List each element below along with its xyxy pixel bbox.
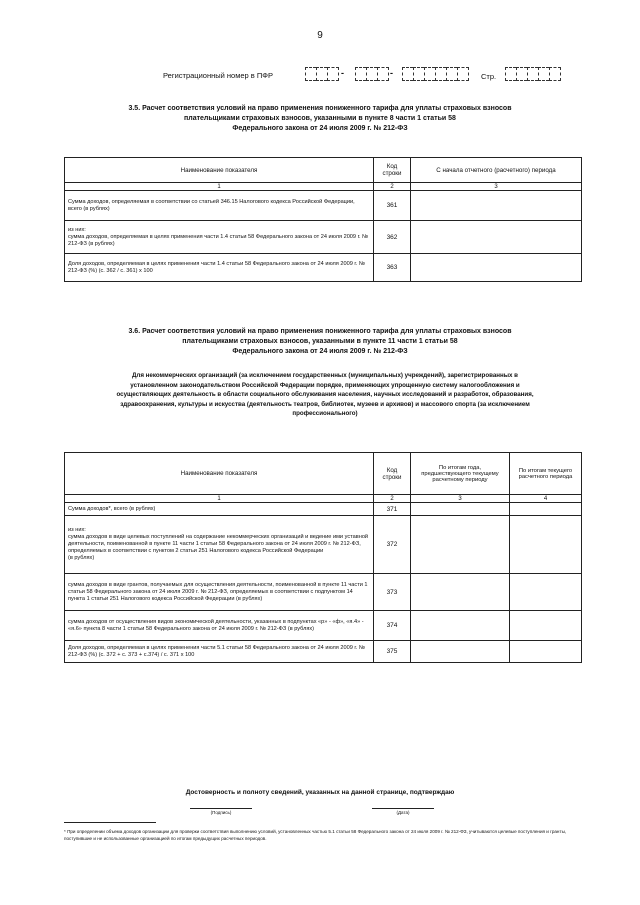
row-label: Сумма доходов*, всего (в рублях) <box>65 503 374 516</box>
value-cell[interactable] <box>411 574 510 611</box>
footnote-divider <box>64 822 156 823</box>
header-indicator: Наименование показателя <box>65 453 374 495</box>
footnote: * При определении объема доходов организации для проверки соответствия выполнению условий, установленных частью 5.1 статьи 58 Федерального закона от 24 июля 2009 г. № 212-ФЗ, учитываются целевые поступления и гранты, поступившие и не использованные организацией по итогам предыдущих расчетных периодов. <box>64 829 567 841</box>
registration-label: Регистрационный номер в ПФР <box>163 71 273 80</box>
row-label: сумма доходов в виде грантов, получаемых для осуществления деятельности, поименованной в пункте 11 части 1 статьи 58 Федерального закона от 24 июля 2009 г. № 212-ФЗ, определяемых в соответствии с подпунктом 14 пункта 1 статьи 251 Налогового кодекса Российской Федерации (в рублях) <box>65 574 374 611</box>
table-row <box>65 221 582 254</box>
section-35-title: 3.5. Расчет соответствия условий на право применения пониженного тарифа для уплаты страховых взносов плательщиками страховых взносов, указанными в пункте 8 части 1 статьи 58 Федерального закона от 24 июля 2009 г. № 212-ФЗ <box>128 105 512 132</box>
section-35-table: Наименование показателя Код строки С начала отчетного (расчетного) периода 1 2 3 Сумма доходов, определяемая в соответствии со статьей 346.15 Налогового кодекса Российской Федерации, всего (в рублях) 361 из них: сумма доходов, определяемая в целях применения части 1.4 статьи 58 Федерального закона от 24 июля 2009 г. № 212-ФЗ (в рублях) 362 Доля доходов, определяемая в целях применения части 1.4 статьи 58 Федерального закона от 24 июля 2009 г. № 212-ФЗ (%) (с. 362 / с. 361) х 100 363 <box>64 157 582 282</box>
header-current-period: По итогам текущего расчетного периода <box>510 453 582 495</box>
table-row <box>65 254 582 282</box>
table-row <box>65 611 582 641</box>
registration-part-1[interactable] <box>305 67 339 81</box>
table-row <box>65 641 582 663</box>
value-cell[interactable] <box>510 516 582 574</box>
row-label: из них: сумма доходов в виде целевых поступлений на содержание некоммерческих организаций и ведение ими уставной деятельности, поименованной в пункте 11 части 1 статьи 58 Федерального закона от 24 июля 2009 г. № 212-ФЗ, определяемых в соответствии с пунктом 2 статьи 251 Налогового кодекса Российской Федерации (в рублях) <box>65 516 374 574</box>
value-cell[interactable] <box>510 503 582 516</box>
row-label: Доля доходов, определяемая в целях применения части 5.1 статьи 58 Федерального закона от 24 июля 2009 г. № 212-ФЗ (%) (с. 372 + с. 373 + с.374) / с. 371 х 100 <box>65 641 374 663</box>
row-code: 374 <box>374 611 411 641</box>
row-label: из них: сумма доходов, определяемая в целях применения части 1.4 статьи 58 Федерального закона от 24 июля 2009 г. № 212-ФЗ (в рублях) <box>65 221 374 254</box>
header-period: С начала отчетного (расчетного) периода <box>411 158 582 183</box>
section-36-table: Наименование показателя Код строки По итогам года, предшествующего текущему расчетному периоду По итогам текущего расчетного периода 1 2 3 4 Сумма доходов*, всего (в рублях) 371 из них: сумма доходов в виде целевых поступлений на содержание некоммерческих организаций и ведение ими уставной деятельности, поименованной в пункте 11 части 1 статьи 58 Федерального закона от 24 июля 2009 г. № 212-ФЗ, определяемых в соответствии с пунктом 2 статьи 251 Налогового кодекса Российской Федерации (в рублях) 372 сумма доходов в виде грантов, получаемых для осуществления деятельности, поименованной в пункте 11 части 1 статьи 58 Федерального закона от 24 июля 2009 г. № 212-ФЗ, определяемых в соответствии с подпунктом 14 пункта 1 статьи 251 Налогового кодекса Российской Федерации (в рублях) 373 сумма доходов от осуществления видов экономической деятельности, указанных в подпунктах «р» - «ф», «я.4» - «я.6» пункта 8 части 1 статьи 58 Федерального закона от 24 июля 2009 г. № 212-ФЗ (в рублях) 374 Доля доходов, определяемая в целях применения части 5.1 статьи 58 Федерального закона от 24 июля 2009 г. № 212-ФЗ (%) (с. 372 + с. 373 + с.374) / с. 371 х 100 375 <box>64 452 582 663</box>
value-cell[interactable] <box>411 516 510 574</box>
section-36-title: 3.6. Расчет соответствия условий на право применения пониженного тарифа для уплаты страховых взносов плательщиками страховых взносов, указанными в пункте 11 части 1 статьи 58 Федерального закона от 24 июля 2009 г. № 212-ФЗ <box>128 328 512 355</box>
signature-caption: (Подпись) <box>210 810 232 815</box>
registration-separator-2: - <box>390 68 393 78</box>
header-code: Код строки <box>374 158 411 183</box>
row-code: 361 <box>374 191 411 221</box>
table-row <box>65 516 582 574</box>
registration-part-3[interactable] <box>402 67 469 81</box>
page-label: Стр. <box>481 72 497 81</box>
value-cell[interactable] <box>411 221 582 254</box>
value-cell[interactable] <box>411 641 510 663</box>
page-number-cells[interactable] <box>505 67 561 81</box>
row-label: Сумма доходов, определяемая в соответствии со статьей 346.15 Налогового кодекса Российской Федерации, всего (в рублях) <box>65 191 374 221</box>
registration-part-2[interactable] <box>355 67 389 81</box>
header-code: Код строки <box>374 453 411 495</box>
registration-separator-1: - <box>341 68 344 78</box>
page-number: 9 <box>317 30 323 41</box>
value-cell[interactable] <box>411 503 510 516</box>
header-previous-year: По итогам года, предшествующего текущему расчетному периоду <box>411 453 510 495</box>
date-caption: (Дата) <box>396 810 410 815</box>
value-cell[interactable] <box>411 611 510 641</box>
row-code: 371 <box>374 503 411 516</box>
row-code: 372 <box>374 516 411 574</box>
value-cell[interactable] <box>411 254 582 282</box>
value-cell[interactable] <box>510 641 582 663</box>
table-row <box>65 191 582 221</box>
header-indicator: Наименование показателя <box>65 158 374 183</box>
row-code: 373 <box>374 574 411 611</box>
date-line[interactable] <box>372 808 434 809</box>
table-row <box>65 503 582 516</box>
table-row <box>65 574 582 611</box>
value-cell[interactable] <box>510 611 582 641</box>
confirmation-text: Достоверность и полноту сведений, указанных на данной странице, подтверждаю <box>185 789 455 796</box>
row-label: Доля доходов, определяемая в целях применения части 1.4 статьи 58 Федерального закона от 24 июля 2009 г. № 212-ФЗ (%) (с. 362 / с. 361) х 100 <box>65 254 374 282</box>
row-code: 363 <box>374 254 411 282</box>
row-code: 362 <box>374 221 411 254</box>
signature-line[interactable] <box>190 808 252 809</box>
value-cell[interactable] <box>411 191 582 221</box>
value-cell[interactable] <box>510 574 582 611</box>
row-code: 375 <box>374 641 411 663</box>
row-label: сумма доходов от осуществления видов экономической деятельности, указанных в подпунктах «р» - «ф», «я.4» - «я.6» пункта 8 части 1 статьи 58 Федерального закона от 24 июля 2009 г. № 212-ФЗ (в рублях) <box>65 611 374 641</box>
section-36-note: Для некоммерческих организаций (за исключением государственных (муниципальных) учреждений), зарегистрированных в установленном законодательством Российской Федерации порядке, применяющих упрощенную систему налогообложения и осуществляющих деятельность в области социального обслуживания населения, научных исследований и разработок, образования, здравоохранения, культуры и искусства (деятельность театров, библиотек, музеев и архивов) и массового спорта (за исключением профессионального) <box>116 372 534 417</box>
